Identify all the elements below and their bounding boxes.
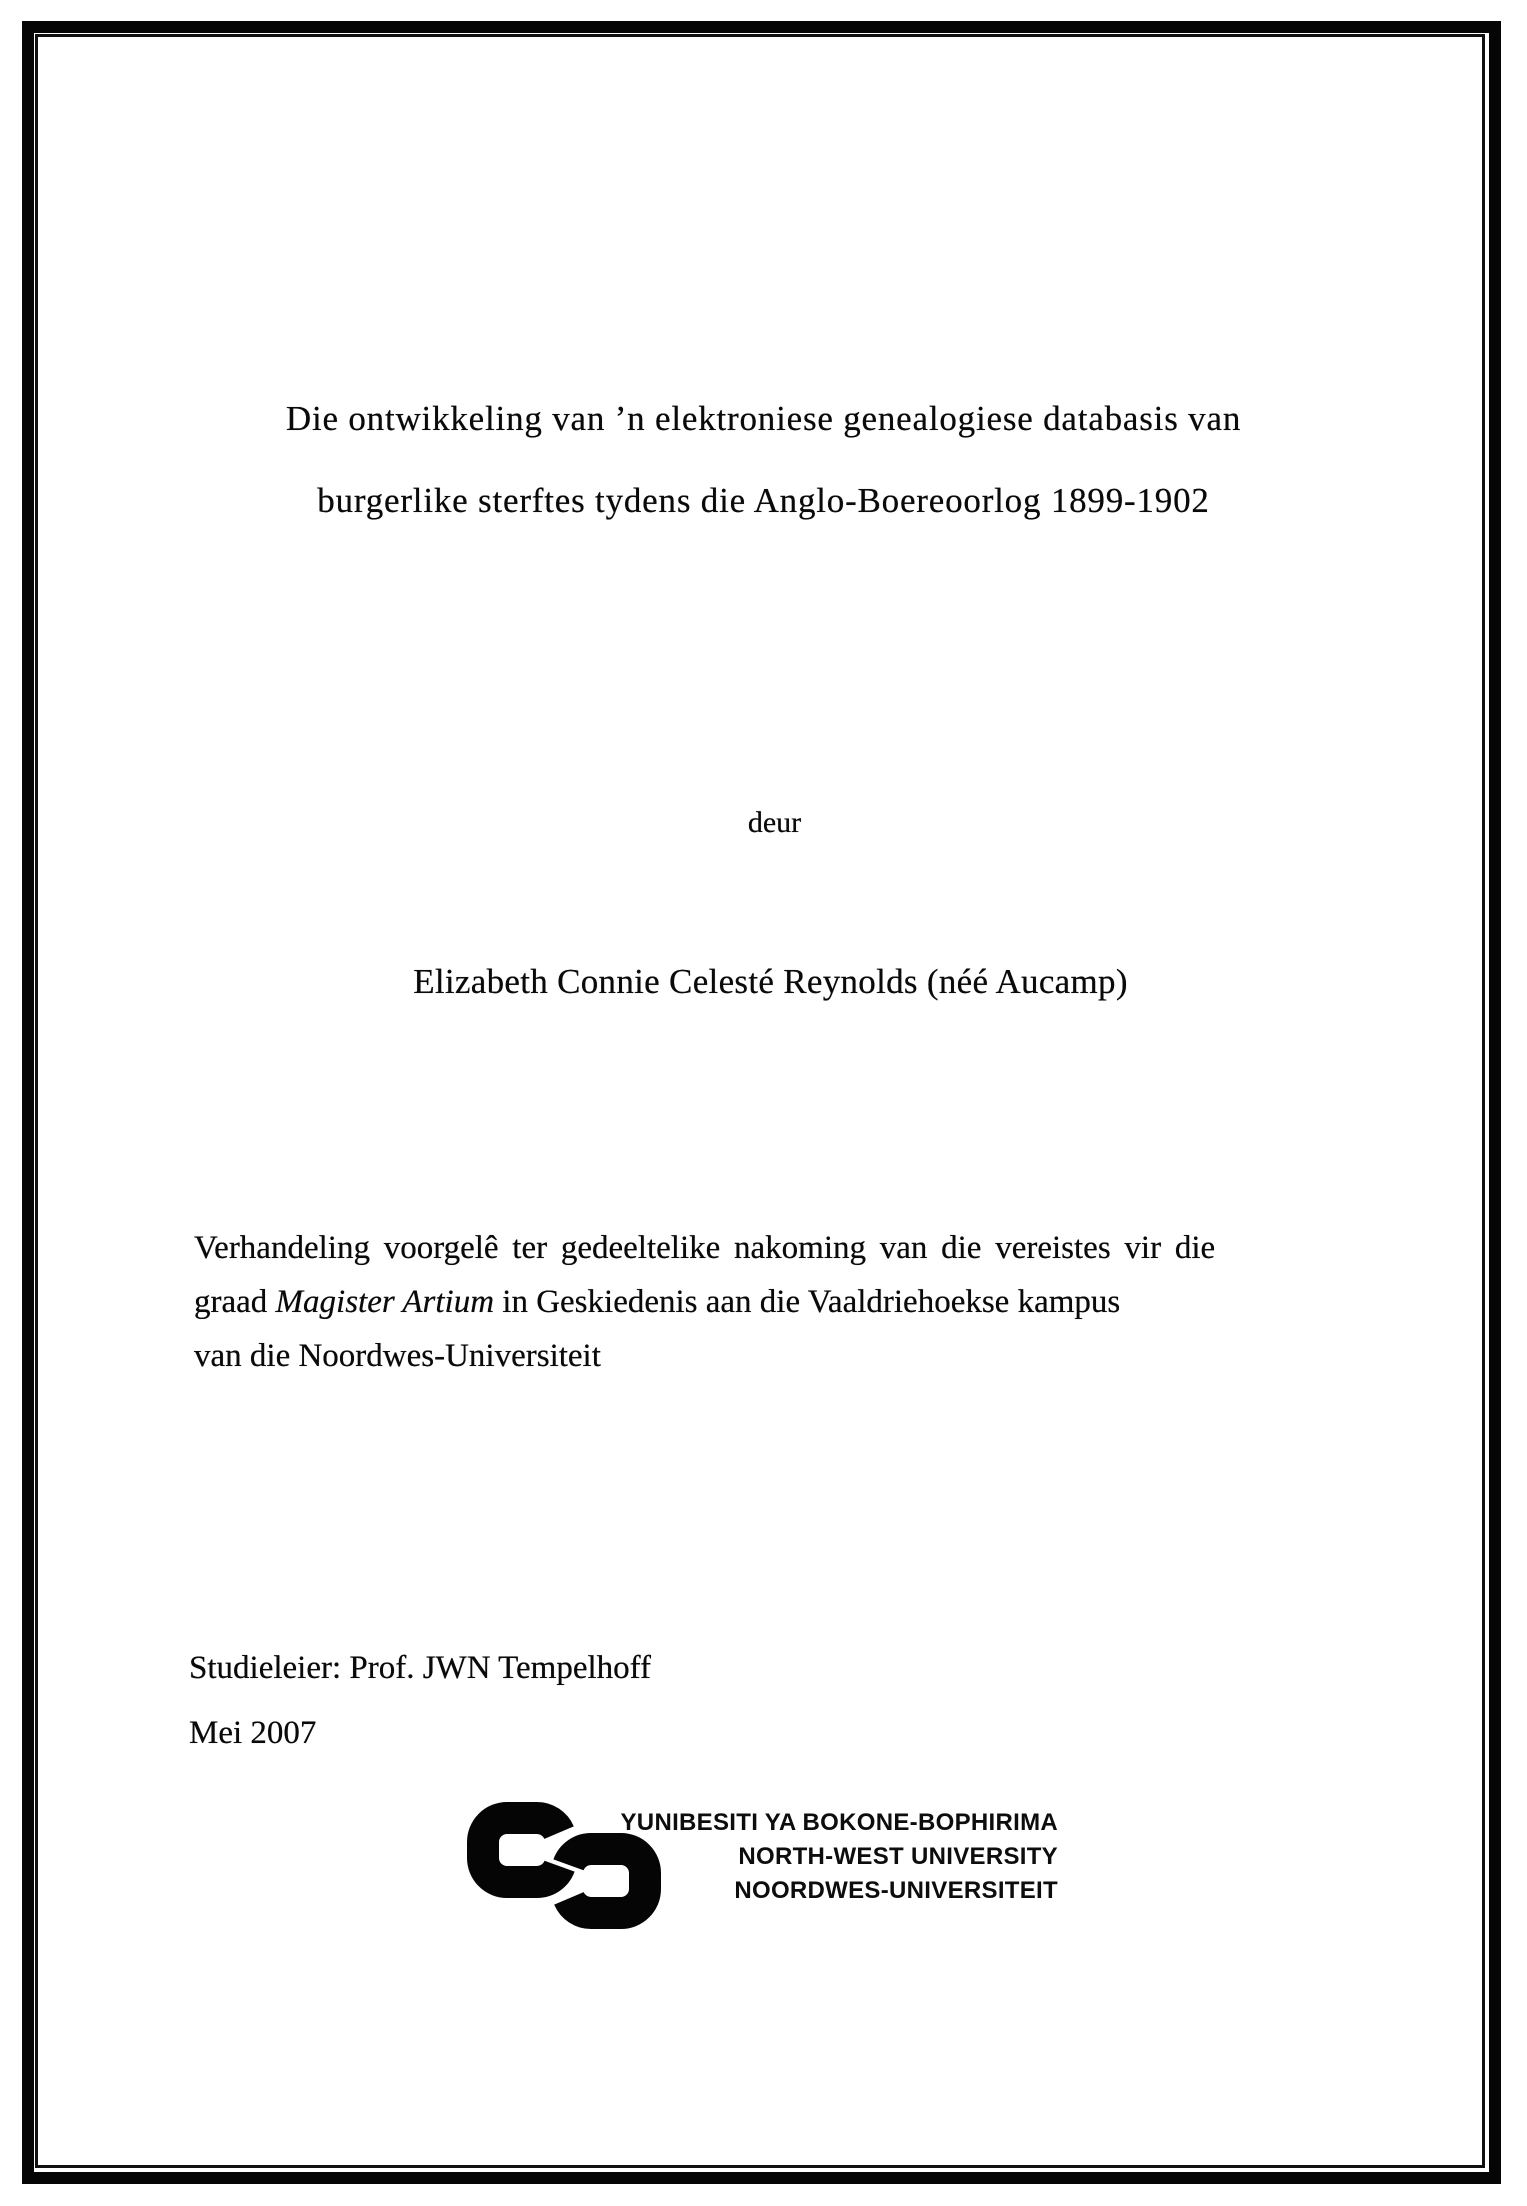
thesis-title-line2: burgerlike sterftes tydens die Anglo-Boereoorlog 1899-1902 xyxy=(317,481,1210,520)
degree-statement xyxy=(194,1221,1215,1383)
author-name: Elizabeth Connie Celesté Reynolds (néé Aucamp) xyxy=(413,962,1128,1001)
thesis-title-line1: Die ontwikkeling van ’n elektroniese genealogiese databasis van xyxy=(285,399,1242,438)
degree-statement-line2-italic: Magister Artium xyxy=(275,1284,495,1320)
university-logo xyxy=(467,1802,1107,1932)
supervisor-line: Studieleier: Prof. JWN Tempelhoff xyxy=(189,1650,652,1686)
logo-text-afrikaans: NOORDWES-UNIVERSITEIT xyxy=(734,1877,1058,1904)
date-line: Mei 2007 xyxy=(189,1715,317,1751)
degree-statement-line2-pre: graad xyxy=(194,1284,276,1320)
degree-statement-line1: Verhandeling voorgelê ter gedeeltelike nakoming van die vereistes vir die xyxy=(194,1230,1216,1266)
university-logo-text xyxy=(591,1806,1058,1908)
byline-label: deur xyxy=(747,806,802,839)
logo-text-setswana: YUNIBESITI YA BOKONE-BOPHIRIMA xyxy=(620,1809,1058,1836)
logo-text-english: NORTH-WEST UNIVERSITY xyxy=(738,1843,1058,1870)
degree-statement-line2 xyxy=(194,1275,1215,1329)
degree-statement-line2-post: in Geskiedenis aan die Vaaldriehoekse kampus xyxy=(494,1284,1121,1320)
degree-statement-line3: van die Noordwes-Universiteit xyxy=(194,1338,601,1374)
